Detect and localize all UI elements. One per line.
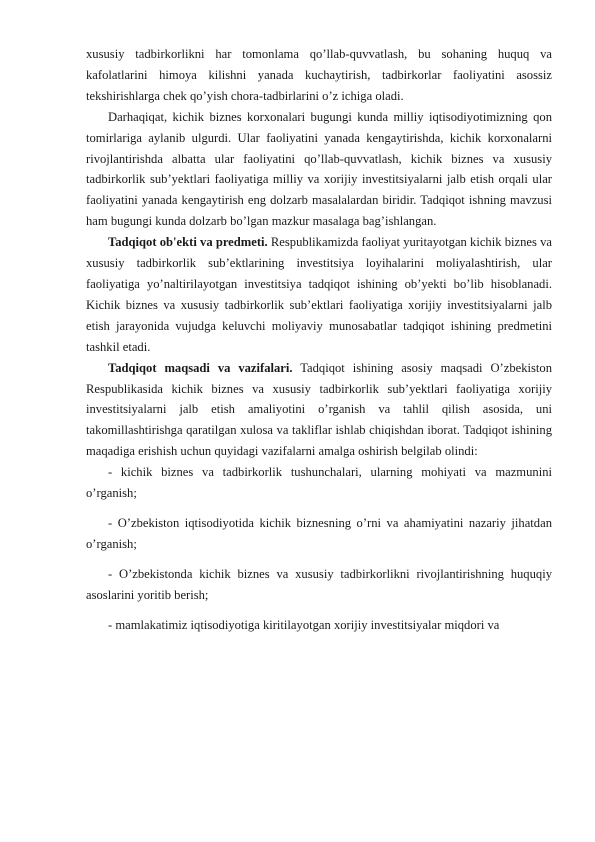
paragraph-heading: Tadqiqot maqsadi va vazifalari. <box>108 360 293 375</box>
paragraph-text: xususiy tadbirkorlikni har tomonlama qo’llab-quvvatlash, bu sohaning huquq va kafolatlarini himoya kilishni yanada kuchaytirish, tadbirkorlar faoliyatini asossiz tekshirishlarga chek qo’yish chora-tadbirlarini o’z ichiga oladi. <box>86 47 552 103</box>
list-item-text: - mamlakatimiz iqtisodiyotiga kiritilayotgan xorijiy investitsiyalar miqdori va <box>108 617 500 632</box>
paragraph-text: Respublikamizda faoliyat yuritayotgan kichik biznes va xususiy tadbirkorlik sub’ektlarining investitsiya loyihalarini moliyalashtirish, ular faoliyatiga yo’naltirilayotgan investitsiya tadqiqot ishining ob’yekti bo’lib hisoblanadi. Kichik biznes va xususiy tadbirkorlik sub’ektlari faoliyatiga xorijiy investitsiyalarni jalb etish jarayonida vujudga keluvchi moliyaviy munosabatlar tadqiqot ishining predmetini tashkil etadi. <box>86 235 552 354</box>
paragraph-text: Tadqiqot ishining asosiy maqsadi O’zbekiston Respublikasida kichik biznes va xususiy tadbirkorlik sub’yektlari faoliyatiga xorijiy investitsiyalarni jalb etish amaliyotini o’rganish va tahlil qilish asosida, uni takomillashtirishga qaratilgan xulosa va takliflar ishlab chiqishdan iborat. Tadqiqot ishining maqadiga erishish uchun quyidagi vazifalarni amalga oshirish belgilab olindi: <box>86 360 553 459</box>
list-item-task-2 <box>86 513 552 555</box>
list-item-task-1 <box>86 462 552 504</box>
list-item-task-3 <box>86 564 552 606</box>
list-item-text: - O’zbekistonda kichik biznes va xususiy tadbirkorlikni rivojlantirishning huquqiy asoslarini yoritib berish; <box>86 566 552 602</box>
paragraph-text: Darhaqiqat, kichik biznes korxonalari bugungi kunda milliy iqtisodiyotimizning qon tomirlariga aylanib ulgurdi. Ular faoliyatini yanada kengaytirishda, kichik korxonalarni rivojlantirishda albatta ular faoliyatini qo’llab-quvvatlash, kichik biznes va xususiy tadbirkorlik sub’yektlari faoliyatiga milliy va xorijiy investitsiyalarni jalb etish orqali ular faoliyatini yanada kengaytirish eng dolzarb masalalardan biridir. Tadqiqot ishning mavzusi ham bugungi kunda dolzarb bo’lgan mazkur masalaga bag’ishlangan. <box>86 109 552 229</box>
paragraph-research-object <box>86 232 552 357</box>
body-text <box>86 44 552 635</box>
paragraph-relevance <box>86 107 552 232</box>
list-item-text: - O’zbekiston iqtisodiyotida kichik biznesning o’rni va ahamiyatini nazariy jihatdan o’rganish; <box>86 515 552 551</box>
paragraph-intro-continuation <box>86 44 552 107</box>
paragraph-research-goals <box>86 358 552 463</box>
paragraph-heading: Tadqiqot ob'ekti va predmeti. <box>108 235 268 250</box>
list-item-text: - kichik biznes va tadbirkorlik tushunchalari, ularning mohiyati va mazmunini o’rganish; <box>86 465 552 501</box>
list-item-task-4 <box>86 615 552 636</box>
